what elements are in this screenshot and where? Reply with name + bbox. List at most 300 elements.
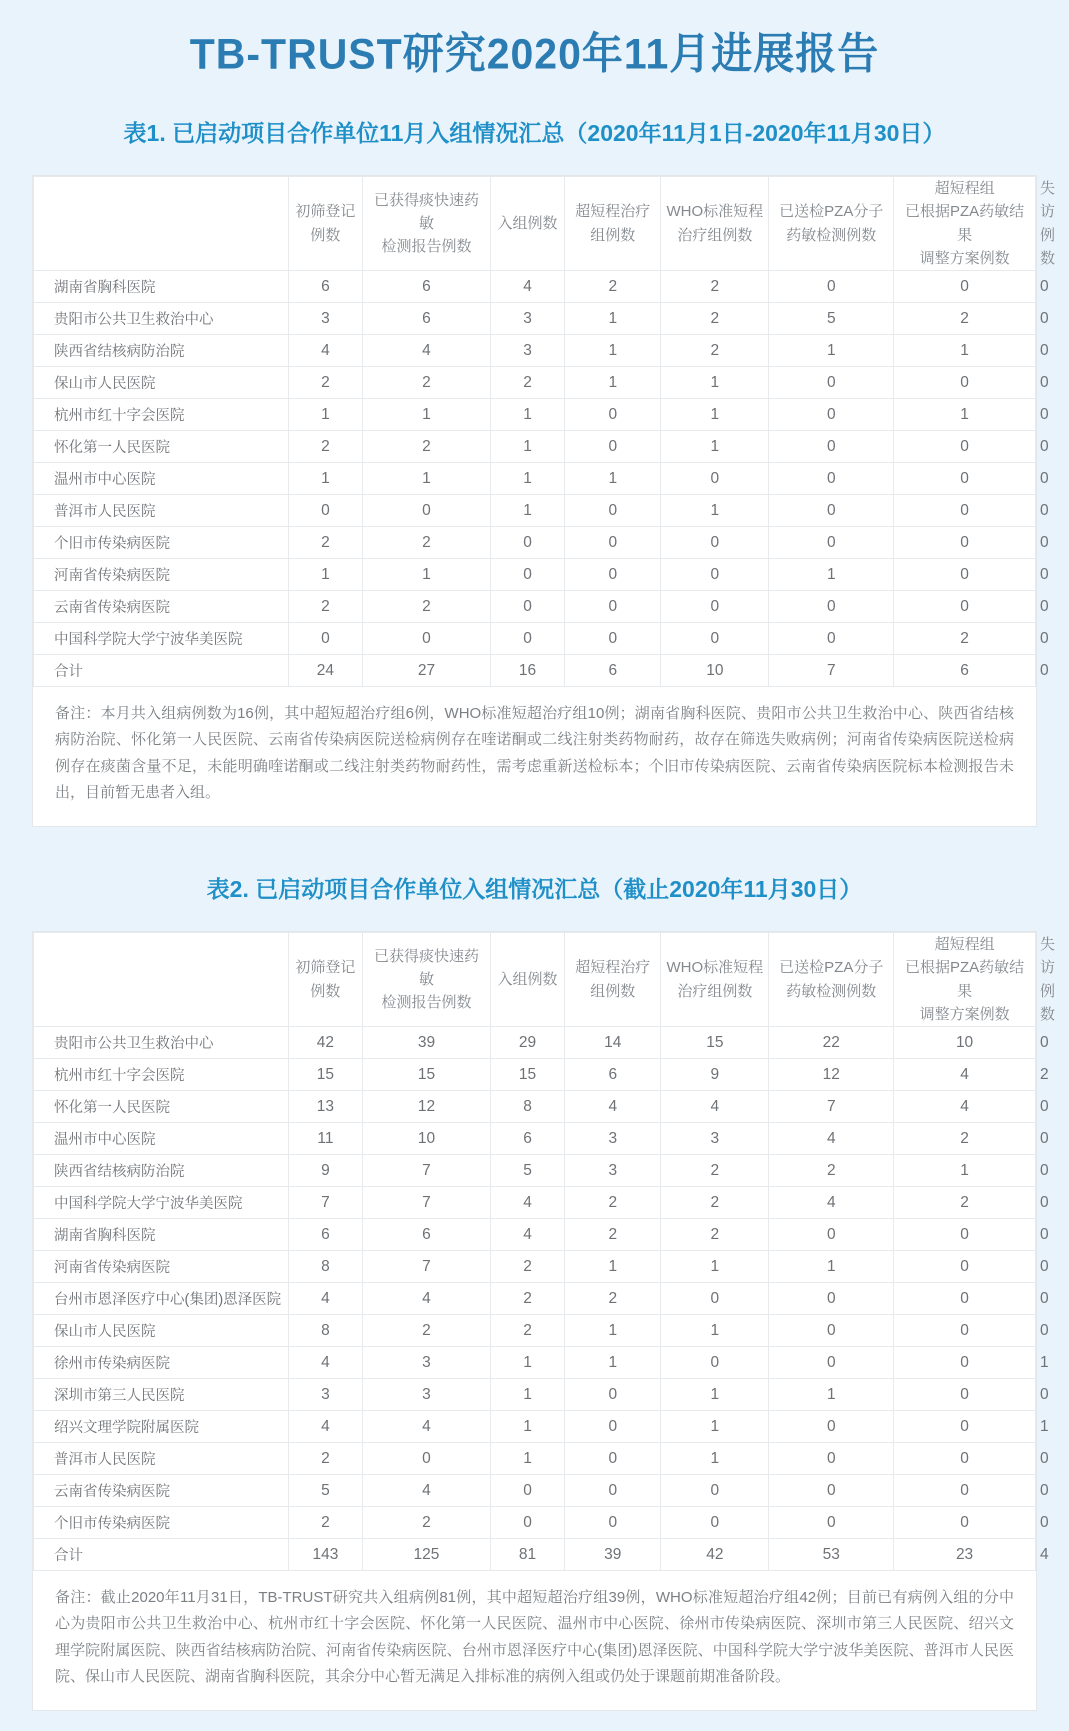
cell-ultra-short-regimen: 1 bbox=[565, 303, 661, 335]
cell-pza-adjusted: 2 bbox=[894, 1123, 1036, 1155]
cell-rapid-dst-report: 1 bbox=[363, 399, 491, 431]
cell-enrolled: 1 bbox=[490, 495, 564, 527]
cell-who-short-regimen: 1 bbox=[661, 431, 769, 463]
cell-ultra-short-regimen: 1 bbox=[565, 1315, 661, 1347]
cell-screening: 9 bbox=[288, 1155, 362, 1187]
cell-ultra-short-regimen: 0 bbox=[565, 399, 661, 431]
cell-rapid-dst-report: 4 bbox=[363, 1475, 491, 1507]
hospital-name: 普洱市人民医院 bbox=[34, 1443, 289, 1475]
hospital-row bbox=[34, 1411, 1036, 1443]
cell-enrolled: 1 bbox=[490, 1443, 564, 1475]
table2-body bbox=[34, 1027, 1036, 1571]
cell-rapid-dst-report: 3 bbox=[363, 1379, 491, 1411]
cell-rapid-dst-report: 4 bbox=[363, 1283, 491, 1315]
cell-screening: 1 bbox=[288, 463, 362, 495]
cell-rapid-dst-report: 0 bbox=[363, 1443, 491, 1475]
cell-who-short-regimen: 1 bbox=[661, 399, 769, 431]
cell-ultra-short-regimen: 3 bbox=[565, 1123, 661, 1155]
cell-pza-submitted: 0 bbox=[769, 1347, 894, 1379]
cell-rapid-dst-report: 7 bbox=[363, 1187, 491, 1219]
hospital-row bbox=[34, 527, 1036, 559]
cell-rapid-dst-report: 1 bbox=[363, 463, 491, 495]
cell-rapid-dst-report: 10 bbox=[363, 1123, 491, 1155]
table1-head bbox=[34, 177, 1036, 271]
cell-enrolled: 1 bbox=[490, 1347, 564, 1379]
cell-screening: 7 bbox=[288, 1187, 362, 1219]
cell-pza-adjusted: 0 bbox=[894, 367, 1036, 399]
cell-who-short-regimen: 1 bbox=[661, 1315, 769, 1347]
cell-pza-adjusted: 0 bbox=[894, 1283, 1036, 1315]
cell-who-short-regimen: 1 bbox=[661, 1379, 769, 1411]
cell-screening: 3 bbox=[288, 1379, 362, 1411]
table1-card bbox=[32, 175, 1037, 827]
cell-enrolled: 8 bbox=[490, 1091, 564, 1123]
cell-pza-adjusted: 1 bbox=[894, 1155, 1036, 1187]
hospital-row bbox=[34, 559, 1036, 591]
hospital-row bbox=[34, 463, 1036, 495]
cell-enrolled: 2 bbox=[490, 1283, 564, 1315]
hospital-name: 中国科学院大学宁波华美医院 bbox=[34, 623, 289, 655]
cell-who-short-regimen: 0 bbox=[661, 1347, 769, 1379]
cell-pza-adjusted: 0 bbox=[894, 1411, 1036, 1443]
header-pza-submitted: 已送检PZA分子 药敏检测例数 bbox=[769, 177, 894, 271]
hospital-name: 温州市中心医院 bbox=[34, 1123, 289, 1155]
cell-pza-submitted: 1 bbox=[769, 1379, 894, 1411]
hospital-row bbox=[34, 399, 1036, 431]
cell-pza-submitted: 0 bbox=[769, 495, 894, 527]
hospital-row bbox=[34, 1251, 1036, 1283]
cell-pza-submitted: 0 bbox=[769, 1283, 894, 1315]
cell-who-short-regimen: 1 bbox=[661, 367, 769, 399]
cell-pza-adjusted: 0 bbox=[894, 271, 1036, 303]
cell-pza-submitted: 0 bbox=[769, 1315, 894, 1347]
header-rapid-dst-report: 已获得痰快速药敏 检测报告例数 bbox=[363, 177, 491, 271]
hospital-row bbox=[34, 1475, 1036, 1507]
cell-rapid-dst-report: 6 bbox=[363, 303, 491, 335]
header-ultra-short-regimen: 超短程治疗 组例数 bbox=[565, 177, 661, 271]
cell-rapid-dst-report: 3 bbox=[363, 1347, 491, 1379]
cell-rapid-dst-report: 0 bbox=[363, 495, 491, 527]
hospital-row bbox=[34, 1347, 1036, 1379]
cell-rapid-dst-report: 2 bbox=[363, 367, 491, 399]
hospital-name: 杭州市红十字会医院 bbox=[34, 399, 289, 431]
cell-screening: 5 bbox=[288, 1475, 362, 1507]
hospital-name: 陕西省结核病防治院 bbox=[34, 335, 289, 367]
cell-screening: 2 bbox=[288, 591, 362, 623]
cell-enrolled: 5 bbox=[490, 1155, 564, 1187]
cell-rapid-dst-report: 2 bbox=[363, 1507, 491, 1539]
table2 bbox=[33, 932, 1036, 1571]
hospital-row bbox=[34, 1507, 1036, 1539]
cell-enrolled: 0 bbox=[490, 1475, 564, 1507]
cell-pza-adjusted: 0 bbox=[894, 1379, 1036, 1411]
cell-who-short-regimen: 0 bbox=[661, 591, 769, 623]
hospital-name: 云南省传染病医院 bbox=[34, 591, 289, 623]
cell-rapid-dst-report: 125 bbox=[363, 1539, 491, 1571]
cell-who-short-regimen: 42 bbox=[661, 1539, 769, 1571]
cell-rapid-dst-report: 4 bbox=[363, 335, 491, 367]
header-screening: 初筛登记 例数 bbox=[288, 933, 362, 1027]
cell-pza-submitted: 7 bbox=[769, 1091, 894, 1123]
cell-screening: 2 bbox=[288, 1507, 362, 1539]
cell-ultra-short-regimen: 0 bbox=[565, 591, 661, 623]
cell-pza-submitted: 0 bbox=[769, 527, 894, 559]
cell-who-short-regimen: 9 bbox=[661, 1059, 769, 1091]
cell-rapid-dst-report: 15 bbox=[363, 1059, 491, 1091]
cell-rapid-dst-report: 2 bbox=[363, 527, 491, 559]
hospital-row bbox=[34, 303, 1036, 335]
cell-who-short-regimen: 2 bbox=[661, 1219, 769, 1251]
cell-pza-submitted: 0 bbox=[769, 367, 894, 399]
cell-screening: 4 bbox=[288, 1283, 362, 1315]
cell-pza-submitted: 2 bbox=[769, 1155, 894, 1187]
cell-screening: 0 bbox=[288, 623, 362, 655]
cell-enrolled: 0 bbox=[490, 1507, 564, 1539]
header-hospital-blank bbox=[34, 933, 289, 1027]
cell-enrolled: 2 bbox=[490, 1315, 564, 1347]
cell-ultra-short-regimen: 4 bbox=[565, 1091, 661, 1123]
cell-ultra-short-regimen: 0 bbox=[565, 559, 661, 591]
cell-enrolled: 0 bbox=[490, 623, 564, 655]
cell-screening: 6 bbox=[288, 1219, 362, 1251]
cell-rapid-dst-report: 7 bbox=[363, 1251, 491, 1283]
cell-rapid-dst-report: 27 bbox=[363, 655, 491, 687]
table2-note: 备注：截止2020年11月31日，TB-TRUST研究共入组病例81例，其中超短超治疗组39例，WHO标准短超治疗组42例；目前已有病例入组的分中心为贵阳市公共卫生救治中心、杭州市红十字会医院、怀化第一人民医院、温州市中心医院、徐州市传染病医院、深圳市第三人民医院、绍兴文理学院附属医院、陕西省结核病防治院、河南省传染病医院、台州市恩泽医疗中心(集团)恩泽医院、中国科学院大学宁波华美医院、普洱市人民医院、保山市人民医院、湖南省胸科医院，其余分中心暂无满足入排标准的病例入组或仍处于课题前期准备阶段。 bbox=[33, 1571, 1036, 1710]
hospital-name: 云南省传染病医院 bbox=[34, 1475, 289, 1507]
header-pza-adjusted: 超短程组 已根据PZA药敏结果 调整方案例数 bbox=[894, 177, 1036, 271]
hospital-row bbox=[34, 1091, 1036, 1123]
cell-pza-adjusted: 4 bbox=[894, 1059, 1036, 1091]
hospital-name: 保山市人民医院 bbox=[34, 367, 289, 399]
cell-rapid-dst-report: 39 bbox=[363, 1027, 491, 1059]
cell-screening: 15 bbox=[288, 1059, 362, 1091]
hospital-row bbox=[34, 1059, 1036, 1091]
hospital-name: 徐州市传染病医院 bbox=[34, 1347, 289, 1379]
header-row bbox=[34, 177, 1036, 271]
cell-enrolled: 29 bbox=[490, 1027, 564, 1059]
hospital-row bbox=[34, 495, 1036, 527]
cell-screening: 13 bbox=[288, 1091, 362, 1123]
cell-ultra-short-regimen: 2 bbox=[565, 1283, 661, 1315]
cell-enrolled: 3 bbox=[490, 335, 564, 367]
hospital-name: 陕西省结核病防治院 bbox=[34, 1155, 289, 1187]
cell-who-short-regimen: 0 bbox=[661, 623, 769, 655]
hospital-row bbox=[34, 335, 1036, 367]
cell-enrolled: 16 bbox=[490, 655, 564, 687]
hospital-row bbox=[34, 591, 1036, 623]
cell-pza-adjusted: 2 bbox=[894, 623, 1036, 655]
cell-enrolled: 6 bbox=[490, 1123, 564, 1155]
cell-rapid-dst-report: 2 bbox=[363, 591, 491, 623]
cell-ultra-short-regimen: 1 bbox=[565, 367, 661, 399]
cell-enrolled: 2 bbox=[490, 367, 564, 399]
cell-pza-submitted: 0 bbox=[769, 1475, 894, 1507]
cell-screening: 11 bbox=[288, 1123, 362, 1155]
hospital-name: 贵阳市公共卫生救治中心 bbox=[34, 303, 289, 335]
cell-rapid-dst-report: 6 bbox=[363, 1219, 491, 1251]
hospital-row bbox=[34, 1283, 1036, 1315]
cell-pza-adjusted: 0 bbox=[894, 1315, 1036, 1347]
cell-pza-adjusted: 0 bbox=[894, 463, 1036, 495]
hospital-row bbox=[34, 1315, 1036, 1347]
hospital-name: 深圳市第三人民医院 bbox=[34, 1379, 289, 1411]
cell-screening: 8 bbox=[288, 1315, 362, 1347]
cell-enrolled: 81 bbox=[490, 1539, 564, 1571]
cell-ultra-short-regimen: 0 bbox=[565, 1411, 661, 1443]
cell-pza-adjusted: 1 bbox=[894, 399, 1036, 431]
hospital-row bbox=[34, 1219, 1036, 1251]
table2-section bbox=[0, 827, 1069, 1711]
cell-pza-adjusted: 0 bbox=[894, 431, 1036, 463]
total-row bbox=[34, 655, 1036, 687]
cell-pza-submitted: 0 bbox=[769, 1443, 894, 1475]
hospital-name: 绍兴文理学院附属医院 bbox=[34, 1411, 289, 1443]
cell-rapid-dst-report: 2 bbox=[363, 431, 491, 463]
header-who-short-regimen: WHO标准短程 治疗组例数 bbox=[661, 933, 769, 1027]
table1-note: 备注：本月共入组病例数为16例，其中超短超治疗组6例，WHO标准短超治疗组10例；湖南省胸科医院、贵阳市公共卫生救治中心、陕西省结核病防治院、怀化第一人民医院、云南省传染病医院送检病例存在喹诺酮或二线注射类药物耐药，故存在筛选失败病例；河南省传染病医院送检病例存在痰菌含量不足，未能明确喹诺酮或二线注射类药物耐药性，需考虑重新送检标本；个旧市传染病医院、云南省传染病医院标本检测报告未出，目前暂无患者入组。 bbox=[33, 687, 1036, 826]
hospital-name: 湖南省胸科医院 bbox=[34, 1219, 289, 1251]
hospital-name: 河南省传染病医院 bbox=[34, 1251, 289, 1283]
cell-screening: 24 bbox=[288, 655, 362, 687]
table1-body bbox=[34, 271, 1036, 687]
cell-pza-submitted: 7 bbox=[769, 655, 894, 687]
hospital-row bbox=[34, 1443, 1036, 1475]
hospital-name: 普洱市人民医院 bbox=[34, 495, 289, 527]
hospital-row bbox=[34, 431, 1036, 463]
cell-enrolled: 0 bbox=[490, 591, 564, 623]
hospital-row bbox=[34, 1187, 1036, 1219]
cell-enrolled: 4 bbox=[490, 1219, 564, 1251]
table2-title: 表2. 已启动项目合作单位入组情况汇总（截止2020年11月30日） bbox=[0, 827, 1069, 931]
hospital-name: 个旧市传染病医院 bbox=[34, 1507, 289, 1539]
cell-ultra-short-regimen: 2 bbox=[565, 1187, 661, 1219]
cell-screening: 2 bbox=[288, 367, 362, 399]
header-who-short-regimen: WHO标准短程 治疗组例数 bbox=[661, 177, 769, 271]
cell-screening: 4 bbox=[288, 1347, 362, 1379]
cell-enrolled: 4 bbox=[490, 271, 564, 303]
cell-pza-submitted: 53 bbox=[769, 1539, 894, 1571]
cell-rapid-dst-report: 1 bbox=[363, 559, 491, 591]
table2-card bbox=[32, 931, 1037, 1711]
cell-pza-submitted: 0 bbox=[769, 591, 894, 623]
cell-rapid-dst-report: 6 bbox=[363, 271, 491, 303]
cell-screening: 6 bbox=[288, 271, 362, 303]
hospital-row bbox=[34, 623, 1036, 655]
cell-ultra-short-regimen: 1 bbox=[565, 335, 661, 367]
cell-pza-adjusted: 23 bbox=[894, 1539, 1036, 1571]
hospital-row bbox=[34, 271, 1036, 303]
cell-screening: 2 bbox=[288, 1443, 362, 1475]
cell-pza-submitted: 12 bbox=[769, 1059, 894, 1091]
cell-ultra-short-regimen: 1 bbox=[565, 463, 661, 495]
hospital-row bbox=[34, 1155, 1036, 1187]
header-hospital-blank bbox=[34, 177, 289, 271]
table1 bbox=[33, 176, 1036, 687]
cell-pza-submitted: 1 bbox=[769, 335, 894, 367]
cell-who-short-regimen: 0 bbox=[661, 1507, 769, 1539]
cell-enrolled: 3 bbox=[490, 303, 564, 335]
cell-enrolled: 2 bbox=[490, 1251, 564, 1283]
cell-pza-adjusted: 0 bbox=[894, 1347, 1036, 1379]
cell-who-short-regimen: 0 bbox=[661, 527, 769, 559]
total-label: 合计 bbox=[34, 1539, 289, 1571]
header-enrolled: 入组例数 bbox=[490, 933, 564, 1027]
cell-screening: 42 bbox=[288, 1027, 362, 1059]
cell-ultra-short-regimen: 0 bbox=[565, 1507, 661, 1539]
cell-ultra-short-regimen: 2 bbox=[565, 1219, 661, 1251]
cell-pza-submitted: 22 bbox=[769, 1027, 894, 1059]
cell-enrolled: 0 bbox=[490, 527, 564, 559]
table1-section bbox=[0, 79, 1069, 827]
cell-ultra-short-regimen: 0 bbox=[565, 431, 661, 463]
hospital-name: 杭州市红十字会医院 bbox=[34, 1059, 289, 1091]
cell-who-short-regimen: 15 bbox=[661, 1027, 769, 1059]
header-pza-adjusted: 超短程组 已根据PZA药敏结果 调整方案例数 bbox=[894, 933, 1036, 1027]
cell-screening: 2 bbox=[288, 431, 362, 463]
hospital-name: 保山市人民医院 bbox=[34, 1315, 289, 1347]
cell-pza-adjusted: 0 bbox=[894, 1443, 1036, 1475]
cell-pza-adjusted: 0 bbox=[894, 559, 1036, 591]
cell-rapid-dst-report: 7 bbox=[363, 1155, 491, 1187]
hospital-name: 河南省传染病医院 bbox=[34, 559, 289, 591]
cell-pza-adjusted: 1 bbox=[894, 335, 1036, 367]
cell-who-short-regimen: 1 bbox=[661, 1443, 769, 1475]
cell-pza-submitted: 5 bbox=[769, 303, 894, 335]
cell-pza-submitted: 4 bbox=[769, 1123, 894, 1155]
cell-pza-adjusted: 0 bbox=[894, 495, 1036, 527]
cell-pza-submitted: 0 bbox=[769, 1411, 894, 1443]
hospital-row bbox=[34, 1027, 1036, 1059]
cell-pza-submitted: 0 bbox=[769, 271, 894, 303]
cell-pza-adjusted: 0 bbox=[894, 1507, 1036, 1539]
cell-ultra-short-regimen: 0 bbox=[565, 1379, 661, 1411]
cell-who-short-regimen: 2 bbox=[661, 1187, 769, 1219]
cell-enrolled: 0 bbox=[490, 559, 564, 591]
cell-ultra-short-regimen: 6 bbox=[565, 655, 661, 687]
cell-ultra-short-regimen: 39 bbox=[565, 1539, 661, 1571]
cell-who-short-regimen: 10 bbox=[661, 655, 769, 687]
cell-pza-adjusted: 4 bbox=[894, 1091, 1036, 1123]
cell-screening: 3 bbox=[288, 303, 362, 335]
cell-who-short-regimen: 2 bbox=[661, 335, 769, 367]
cell-pza-adjusted: 6 bbox=[894, 655, 1036, 687]
cell-pza-adjusted: 10 bbox=[894, 1027, 1036, 1059]
cell-screening: 1 bbox=[288, 559, 362, 591]
total-label: 合计 bbox=[34, 655, 289, 687]
cell-who-short-regimen: 2 bbox=[661, 1155, 769, 1187]
cell-pza-submitted: 0 bbox=[769, 1219, 894, 1251]
report-title: TB-TRUST研究2020年11月进展报告 bbox=[0, 0, 1069, 81]
cell-who-short-regimen: 0 bbox=[661, 559, 769, 591]
hospital-name: 个旧市传染病医院 bbox=[34, 527, 289, 559]
cell-screening: 0 bbox=[288, 495, 362, 527]
cell-who-short-regimen: 2 bbox=[661, 303, 769, 335]
cell-who-short-regimen: 0 bbox=[661, 1283, 769, 1315]
cell-enrolled: 1 bbox=[490, 431, 564, 463]
cell-pza-adjusted: 0 bbox=[894, 1219, 1036, 1251]
hospital-name: 怀化第一人民医院 bbox=[34, 431, 289, 463]
hospital-name: 湖南省胸科医院 bbox=[34, 271, 289, 303]
cell-pza-submitted: 1 bbox=[769, 1251, 894, 1283]
cell-pza-adjusted: 2 bbox=[894, 1187, 1036, 1219]
cell-rapid-dst-report: 4 bbox=[363, 1411, 491, 1443]
hospital-name: 台州市恩泽医疗中心(集团)恩泽医院 bbox=[34, 1283, 289, 1315]
cell-rapid-dst-report: 12 bbox=[363, 1091, 491, 1123]
cell-enrolled: 1 bbox=[490, 1411, 564, 1443]
hospital-row bbox=[34, 1123, 1036, 1155]
cell-ultra-short-regimen: 1 bbox=[565, 1251, 661, 1283]
cell-who-short-regimen: 0 bbox=[661, 1475, 769, 1507]
cell-screening: 8 bbox=[288, 1251, 362, 1283]
cell-who-short-regimen: 4 bbox=[661, 1091, 769, 1123]
cell-rapid-dst-report: 0 bbox=[363, 623, 491, 655]
table2-head bbox=[34, 933, 1036, 1027]
cell-pza-adjusted: 0 bbox=[894, 591, 1036, 623]
cell-pza-adjusted: 0 bbox=[894, 1475, 1036, 1507]
cell-screening: 143 bbox=[288, 1539, 362, 1571]
cell-pza-submitted: 0 bbox=[769, 431, 894, 463]
cell-pza-submitted: 1 bbox=[769, 559, 894, 591]
cell-ultra-short-regimen: 0 bbox=[565, 495, 661, 527]
cell-pza-submitted: 0 bbox=[769, 1507, 894, 1539]
header-ultra-short-regimen: 超短程治疗 组例数 bbox=[565, 933, 661, 1027]
cell-enrolled: 1 bbox=[490, 399, 564, 431]
cell-who-short-regimen: 2 bbox=[661, 271, 769, 303]
cell-who-short-regimen: 3 bbox=[661, 1123, 769, 1155]
cell-ultra-short-regimen: 14 bbox=[565, 1027, 661, 1059]
cell-who-short-regimen: 0 bbox=[661, 463, 769, 495]
cell-ultra-short-regimen: 0 bbox=[565, 527, 661, 559]
cell-ultra-short-regimen: 0 bbox=[565, 1443, 661, 1475]
cell-ultra-short-regimen: 3 bbox=[565, 1155, 661, 1187]
hospital-name: 中国科学院大学宁波华美医院 bbox=[34, 1187, 289, 1219]
cell-enrolled: 15 bbox=[490, 1059, 564, 1091]
cell-who-short-regimen: 1 bbox=[661, 495, 769, 527]
cell-pza-submitted: 0 bbox=[769, 399, 894, 431]
header-rapid-dst-report: 已获得痰快速药敏 检测报告例数 bbox=[363, 933, 491, 1027]
header-row bbox=[34, 933, 1036, 1027]
cell-ultra-short-regimen: 1 bbox=[565, 1347, 661, 1379]
total-row bbox=[34, 1539, 1036, 1571]
cell-screening: 4 bbox=[288, 335, 362, 367]
table1-title: 表1. 已启动项目合作单位11月入组情况汇总（2020年11月1日-2020年11月30日） bbox=[0, 79, 1069, 175]
header-screening: 初筛登记 例数 bbox=[288, 177, 362, 271]
cell-rapid-dst-report: 2 bbox=[363, 1315, 491, 1347]
hospital-name: 温州市中心医院 bbox=[34, 463, 289, 495]
cell-screening: 2 bbox=[288, 527, 362, 559]
cell-screening: 4 bbox=[288, 1411, 362, 1443]
hospital-row bbox=[34, 1379, 1036, 1411]
cell-ultra-short-regimen: 0 bbox=[565, 1475, 661, 1507]
hospital-row bbox=[34, 367, 1036, 399]
cell-enrolled: 1 bbox=[490, 463, 564, 495]
cell-pza-adjusted: 2 bbox=[894, 303, 1036, 335]
cell-pza-submitted: 0 bbox=[769, 623, 894, 655]
cell-ultra-short-regimen: 2 bbox=[565, 271, 661, 303]
cell-pza-adjusted: 0 bbox=[894, 1251, 1036, 1283]
header-enrolled: 入组例数 bbox=[490, 177, 564, 271]
cell-pza-submitted: 4 bbox=[769, 1187, 894, 1219]
cell-who-short-regimen: 1 bbox=[661, 1251, 769, 1283]
cell-who-short-regimen: 1 bbox=[661, 1411, 769, 1443]
hospital-name: 怀化第一人民医院 bbox=[34, 1091, 289, 1123]
cell-enrolled: 4 bbox=[490, 1187, 564, 1219]
cell-pza-submitted: 0 bbox=[769, 463, 894, 495]
cell-pza-adjusted: 0 bbox=[894, 527, 1036, 559]
cell-ultra-short-regimen: 0 bbox=[565, 623, 661, 655]
hospital-name: 贵阳市公共卫生救治中心 bbox=[34, 1027, 289, 1059]
header-pza-submitted: 已送检PZA分子 药敏检测例数 bbox=[769, 933, 894, 1027]
